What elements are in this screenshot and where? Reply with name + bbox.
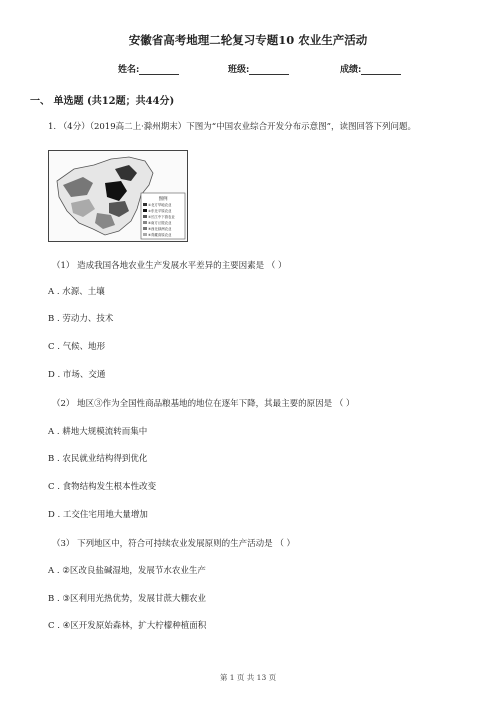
legend-swatch: [143, 233, 147, 236]
option-3b[interactable]: B . ③区利用光热优势，发展甘蔗大棚农业: [48, 594, 206, 604]
option-1b[interactable]: B . 劳动力、技术: [48, 314, 114, 324]
china-agriculture-map: [48, 150, 188, 242]
legend-swatch: [143, 203, 147, 206]
sub-question-3-stem: （3） 下列地区中，符合可持续农业发展原则的生产活动是 （ ）: [52, 539, 296, 549]
name-label: 姓名:: [118, 65, 140, 75]
score-blank: [361, 65, 401, 75]
score-label: 成绩:: [340, 65, 362, 75]
option-2b[interactable]: B . 农民就业结构得到优化: [48, 454, 148, 464]
legend-item: ④南方丘陵农业: [148, 221, 172, 225]
option-1a[interactable]: A . 水源、土壤: [48, 287, 105, 297]
option-1c[interactable]: C . 气候、地形: [48, 342, 106, 352]
legend-swatch: [143, 227, 147, 230]
legend-item: ③长江中下游农业: [148, 215, 175, 219]
legend-item: ①北方旱地农业: [148, 203, 172, 207]
sub-question-2-stem: （2） 地区③作为全国性商品粮基地的地位在逐年下降，其最主要的原因是 （ ）: [52, 399, 355, 409]
page-footer: 第 1 页 共 13 页: [219, 673, 277, 682]
legend-swatch: [143, 209, 147, 212]
legend-item: ②东北平原农业: [148, 209, 172, 213]
option-3c[interactable]: C . ④区开发原始森林，扩大柠檬种植面积: [48, 621, 207, 631]
name-field: [118, 62, 179, 75]
class-field: [228, 62, 289, 75]
page-title: 安徽省高考地理二轮复习专题10 农业生产活动: [128, 33, 368, 47]
legend-swatch: [143, 221, 147, 224]
option-2c[interactable]: C . 食物结构发生根本性改变: [48, 482, 157, 492]
section-heading: 一、 单选题 (共12题；共44分): [30, 96, 175, 107]
score-field: [340, 62, 401, 75]
sub-question-1-stem: （1） 造成我国各地农业生产发展水平差异的主要因素是 （ ）: [52, 261, 287, 271]
legend-item: ⑥青藏高原农业: [148, 233, 172, 237]
legend-title: 图例: [158, 197, 168, 202]
option-2a[interactable]: A . 耕地大规模流转而集中: [48, 427, 148, 437]
question-1-stem: 1. （4分）（2019高二上·滁州期末）下图为“中国农业综合开发分布示意图”，读图回答下列问题。: [48, 122, 416, 132]
class-blank: [249, 65, 289, 75]
name-blank: [139, 65, 179, 75]
option-1d[interactable]: D . 市场、交通: [48, 370, 106, 380]
option-2d[interactable]: D . 工交住宅用地大量增加: [48, 510, 148, 520]
map-graphic: [49, 151, 187, 241]
legend-item: ⑤西北绿洲农业: [148, 227, 172, 231]
legend-swatch: [143, 215, 147, 218]
option-3a[interactable]: A . ②区改良盐碱湿地，发展节水农业生产: [48, 566, 206, 576]
class-label: 班级:: [228, 65, 250, 75]
